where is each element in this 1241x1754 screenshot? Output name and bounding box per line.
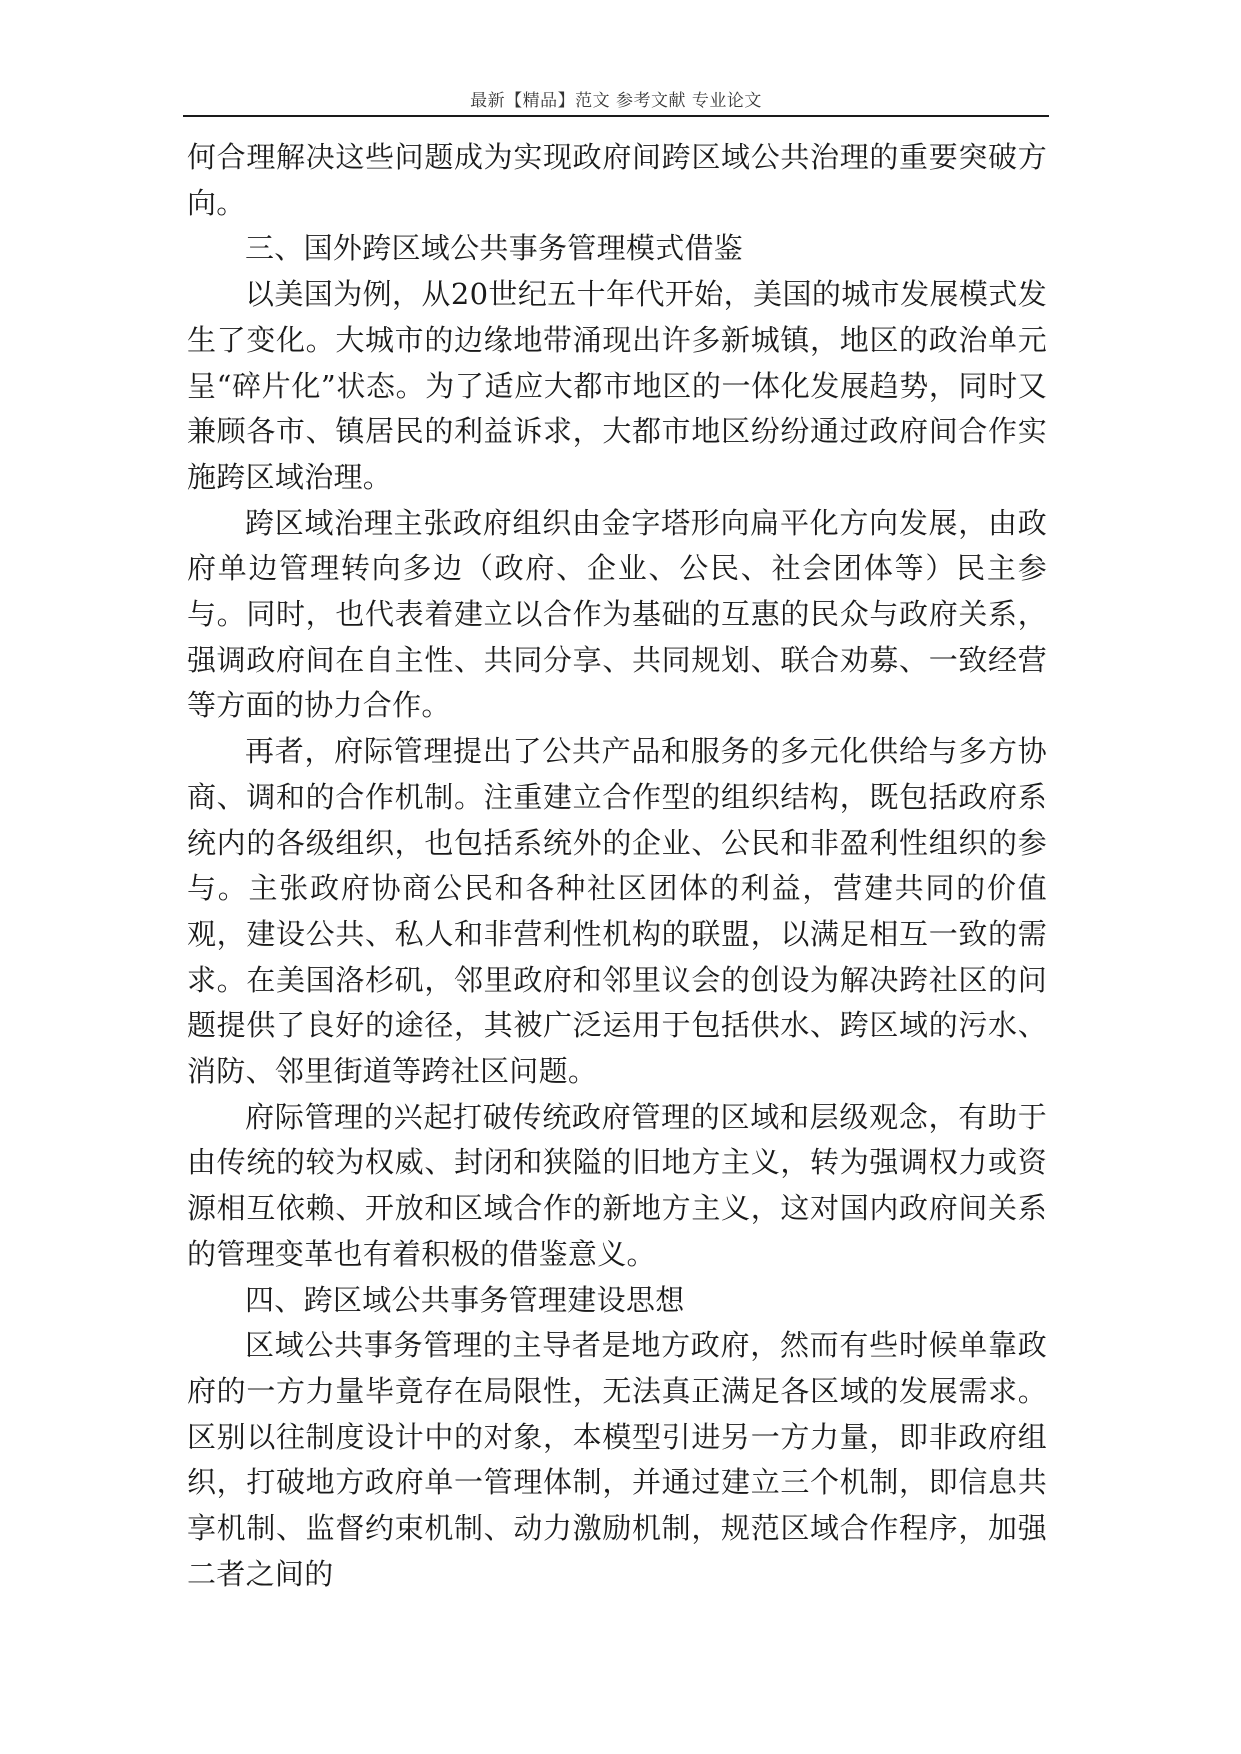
paragraph: 以美国为例，从20世纪五十年代开始，美国的城市发展模式发生了变化。大城市的边缘地带涌现出许多新城镇，地区的政治单元呈“碎片化”状态。为了适应大都市地区的一体化发展趋势，同时又兼顾各市、镇居民的利益诉求，大都市地区纷纷通过政府间合作实施跨区域治理。 <box>187 277 1047 494</box>
section-heading-4: 四、跨区域公共事务管理建设思想 <box>245 1282 685 1317</box>
paragraph: 跨区域治理主张政府组织由金字塔形向扁平化方向发展，由政府单边管理转向多边（政府、企业、公民、社会团体等）民主参与。同时，也代表着建立以合作为基础的互惠的民众与政府关系，强调政府间在自主性、共同分享、共同规划、联合劝募、一致经营等方面的协力合作。 <box>187 505 1047 723</box>
paragraph: 府际管理的兴起打破传统政府管理的区域和层级观念，有助于由传统的较为权威、封闭和狭隘的旧地方主义，转为强调权力或资源相互依赖、开放和区域合作的新地方主义，这对国内政府间关系的管理变革也有着积极的借鉴意义。 <box>187 1099 1047 1271</box>
page-header: 最新【精品】范文 参考文献 专业论文 <box>470 91 762 111</box>
document-body <box>187 135 1047 1598</box>
header-divider <box>183 115 1049 117</box>
section-heading-3: 三、国外跨区域公共事务管理模式借鉴 <box>245 231 744 266</box>
paragraph: 区域公共事务管理的主导者是地方政府，然而有些时候单靠政府的一方力量毕竟存在局限性，无法真正满足各区域的发展需求。区别以往制度设计中的对象，本模型引进另一方力量，即非政府组织，打破地方政府单一管理体制，并通过建立三个机制，即信息共享机制、监督约束机制、动力激励机制，规范区域合作程序，加强二者之间的 <box>187 1328 1047 1591</box>
paragraph: 再者，府际管理提出了公共产品和服务的多元化供给与多方协商、调和的合作机制。注重建立合作型的组织结构，既包括政府系统内的各级组织，也包括系统外的企业、公民和非盈利性组织的参与。主张政府协商公民和各种社区团体的利益，营建共同的价值观，建设公共、私人和非营利性机构的联盟，以满足相互一致的需求。在美国洛杉矶，邻里政府和邻里议会的创设为解决跨社区的问题提供了良好的途径，其被广泛运用于包括供水、跨区域的污水、消防、邻里街道等跨社区问题。 <box>187 734 1047 1089</box>
paragraph-continuation: 何合理解决这些问题成为实现政府间跨区域公共治理的重要突破方向。 <box>187 140 1047 220</box>
